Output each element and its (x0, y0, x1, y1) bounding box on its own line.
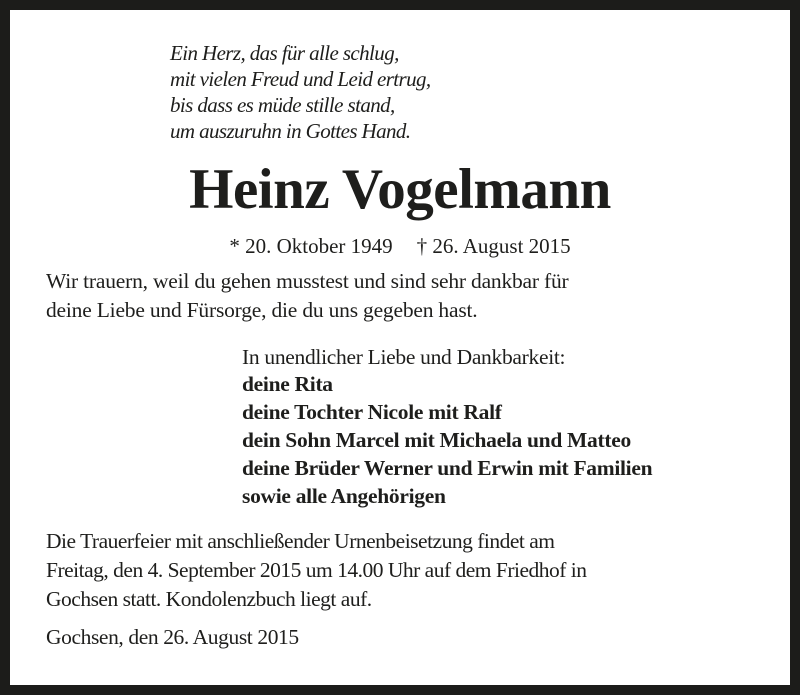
gratitude-line: In unendlicher Liebe und Dankbarkeit: (242, 345, 566, 369)
poem-line: Ein Herz, das für alle schlug, (170, 41, 399, 65)
intro-text (46, 267, 569, 325)
mourner: deine Brüder Werner und Erwin mit Familien (242, 456, 653, 480)
mourners-list (242, 370, 652, 510)
mourner: deine Rita (242, 372, 333, 396)
poem (170, 40, 431, 144)
life-dates (10, 232, 790, 260)
service-line: Gochsen statt. Kondolenzbuch liegt auf. (46, 587, 372, 611)
death-date: † 26. August 2015 (416, 234, 571, 258)
intro-line: deine Liebe und Fürsorge, die du uns gegeben hast. (46, 298, 478, 322)
birth-date: * 20. Oktober 1949 (229, 234, 393, 258)
mourner: deine Tochter Nicole mit Ralf (242, 400, 502, 424)
place-date: Gochsen, den 26. August 2015 (46, 625, 299, 649)
service-line: Freitag, den 4. September 2015 um 14.00 Uhr auf dem Friedhof in (46, 558, 587, 582)
poem-line: bis dass es müde stille stand, (170, 93, 395, 117)
poem-line: mit vielen Freud und Leid ertrug, (170, 67, 431, 91)
obituary-card (10, 10, 790, 685)
mourner: dein Sohn Marcel mit Michaela und Matteo (242, 428, 631, 452)
intro-line: Wir trauern, weil du gehen musstest und sind sehr dankbar für (46, 269, 569, 293)
service-info (46, 527, 587, 614)
deceased-name: Heinz Vogelmann (189, 158, 611, 221)
mourner: sowie alle Angehörigen (242, 484, 446, 508)
service-line: Die Trauerfeier mit anschließender Urnenbeisetzung findet am (46, 529, 555, 553)
poem-line: um auszuruhn in Gottes Hand. (170, 119, 411, 143)
